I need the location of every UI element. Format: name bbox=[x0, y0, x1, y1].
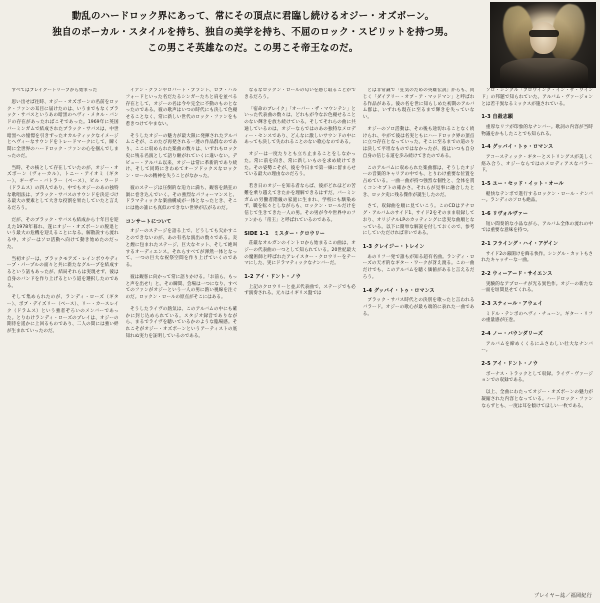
text-column-1 bbox=[7, 88, 119, 588]
body-paragraph: 思い出せば往時、オジー・オズボーンの名前をロック・ファンの耳目に届けたのは、いうまでもなくブラック・サバスというあの暗黒のヘヴィ・メタル・バンドの存在があったればこそであった。1969年に英国バーミンガムで結成されたブラック・サバスは、中世暗黒への憧憬を引きずったオカルティックなイメージとヘヴィーなサウンドをトレードマークにして、瞬く間に全世界のハードロック・ファンの心を掴んでしまったのだ。 bbox=[7, 99, 119, 159]
section-heading: 2-4 ノー・バウンダリーズ bbox=[481, 331, 543, 337]
section-heading: 2-5 アイ・ドント・ノウ bbox=[481, 361, 538, 367]
body-paragraph: 当初オジーは、ブラックモアズ・レインボウやディープ・パープルの面々と共に新たなグループを結成するという話もあったが、結局それらは実現せず、彼は自身のバンドを作り上げるという道を選択したのである。 bbox=[7, 256, 119, 289]
body-paragraph: 上記のクロウリーと並ぶ代表曲で、ステージでも必ず演奏される。元々はイギリス盤では bbox=[244, 284, 356, 297]
section-heading: 1-4 グッバイ・トゥ・ロマンス bbox=[362, 287, 435, 294]
body-paragraph: なるなロックン・ロールの匂いを感じ取ることができるだろう。 bbox=[244, 88, 356, 100]
section-heading: 2-2 ウィーアード・サイエンス bbox=[481, 271, 553, 277]
body-paragraph: 以上、全曲にわたってオジー・オズボーンの魅力が凝縮された内容となっている。ハードロック・ファンならずとも、一度は耳を傾けてほしい一枚である。 bbox=[481, 390, 593, 409]
body-paragraph: アコースティック・ギターとストリングスが美しく絡み合う、オジーならではのメロディアスなバラード。 bbox=[481, 154, 593, 174]
section-heading: 1-4 グッバイ・トゥ・ロマンス bbox=[481, 144, 554, 151]
section-heading: 1-3 クレイジー・トレイン bbox=[362, 244, 425, 250]
section-heading: SIDE 1-1 ミスター・クロウリー bbox=[244, 230, 325, 237]
body-paragraph: アルバムを締めくくるにふさわしい壮大なナンバー。 bbox=[481, 341, 593, 354]
body-paragraph: だが、そのブラック・サバスも結成から十年目を迎えた1978年暮れ、遂にオジー・オズボーンの脱退という最大の危機を迎えることになる。解散説すら流れる中、オジーはソロ活動へ向けて動き始めたのだった。 bbox=[7, 217, 119, 250]
section-heading: 1-2 アイ・ドント・ノウ bbox=[244, 274, 301, 280]
body-paragraph: オジーのステージを語る上で、どうしても欠かすことのできないのが、あの有名な演出の数々である。炎と煙に包まれたステージ、巨大なセット、そして絶叫するオーディエンス。それらすべてが渾然一体となって、一つの巨大な祝祭空間を作り上げていくのである。 bbox=[125, 229, 238, 268]
section-heading: 1-3 自殺志願 bbox=[481, 114, 513, 121]
body-paragraph: ブラック・サバス時代との決別を歌ったと言われるバラード。オジーの歌心が最も端的に表れた一曲である。 bbox=[362, 298, 475, 317]
headline-line-3: この男こそ英雄なのだ。この男こそ帝王なのだ。 bbox=[147, 43, 359, 55]
body-paragraph: 彼は観客に向かって常に語りかける。「お前ら、もっと声を出せ!」と。その瞬間、会場は一つになり、すべてのファンがオジーという一人の男に熱い視線を注ぐのだ。ロックン・ロールの原点がそこにはある。 bbox=[125, 274, 238, 300]
headline-line-1: 動乱のハードロック界にあって、常にその頂点に君臨し続けるオジー・オズボーン。 bbox=[71, 11, 435, 22]
body-paragraph: そうしたライヴの熱気は、このアルバムの中にも確かに封じ込められている。スタジオ録音でありながら、まるでライヴを聴いているかのような臨場感。それこそがオジー・オズボーンというアーティストの底知れぬ実力を証明しているのである。 bbox=[125, 306, 238, 339]
body-paragraph: 実験的なアプローチが光る異色作。オジーの新たな一面を垣間見せてくれる。 bbox=[481, 281, 593, 294]
text-column-3 bbox=[244, 88, 356, 588]
text-column-5 bbox=[481, 88, 593, 588]
body-paragraph: 当時、その核として存在していたのが、オジー・オズボーン（ヴォーカル）、トニー・アイオミ（ギター）、ギーザー・バトラー（ベース）、ビル・ワード（ドラムス）の四人であり、中でもオジーのあの独特な歌唱法は、ブラック・サバスのサウンドを決定づける最大の要素として大きな役割を果たしていたと言えるだろう。 bbox=[7, 165, 119, 211]
body-paragraph: すべてはブレイクートリープから始まった bbox=[11, 88, 98, 93]
body-paragraph: 「宿命のブレイク」「オーバー・ザ・マウンテン」といった代表曲の数々は、どれもが今なお色褪せることのない輝きを放ち続けている。そしてそれらの曲に共通しているのは、オジーならではのあの独特なメロディー・センスであり、どんなに激しいサウンドの中にあっても決して失われることのない歌心なのである。 bbox=[244, 106, 356, 146]
section-heading: 1-5 ユー・セッド・イット・オール bbox=[481, 181, 564, 187]
body-paragraph: オジーのソロ活動は、その後も途切れることなく続けられ、やがて彼は名実ともにハードロック界の頂点に立つ存在となっていった。そこに至るまでの道のりは決して平坦なものではなかったが、彼はいつも自分自身の信じる道を歩み続けてきたのである。 bbox=[362, 126, 475, 159]
headline-text bbox=[24, 9, 482, 58]
section-heading: 2-3 スティール・アウェイ bbox=[481, 301, 543, 307]
body-paragraph: 若き日のオジーを知る者ならば、彼がどれほどの苦難を乗り越えてきたかを理解できるはずだ。バーミンガムの労働者階級の家庭に生まれ、学校にも馴染めず、職を転々としながらも、ロックン・ロールだけを信じて生きてきた一人の男。その男が今や世界中のファンから「帝王」と呼ばれているのである。 bbox=[244, 184, 356, 223]
text-column-2 bbox=[126, 88, 238, 588]
section-heading: コンサートについて bbox=[125, 218, 172, 225]
body-paragraph: 彼のステージは圧倒的な迫力に満ち、観客を熱狂の渦に巻き込んでいく。その強烈なパフォーマンスと、ドラマティックな楽曲構成が一体となったとき、そこには他の誰にも真似のできない世界が広がるのだ。 bbox=[125, 185, 238, 211]
photo-vignette bbox=[490, 2, 596, 88]
text-column-4 bbox=[363, 88, 475, 588]
body-paragraph: イアン・グランやロバート・プラント、ロブ・ハルフォードといった名だたるシンガーたちと肩を並べる存在として、オジーの名は今や完全に不動のものとなったのである。彼の歌声はいつの時代にも決して色褪せることなく、常に新しい世代のロック・ファンをも惹きつけてやまない。 bbox=[125, 88, 238, 127]
credit-line: プレイヤー誌／福岡紀行 bbox=[534, 593, 592, 599]
section-heading: 1-6 リヴォルヴァー bbox=[481, 211, 528, 217]
body-paragraph: そうしたオジーの魅力が最大限に発揮されたアルバムこそが、このたび再発される一連の作品群なのであり、ここに収められた楽曲の数々は、いずれもロック史に残る名演として語り継がれていくに違いない。デビュー・アルバム以来、オジーは常に革新的であり続け、そして同時にきわめてオーソドックスなロックン・ロールの精神を失うことがなかった。 bbox=[125, 133, 238, 179]
section-heading: 2-1 フライング・ハイ・アゲイン bbox=[481, 241, 559, 247]
body-paragraph: さて、収録曲を順に見ていこう。このCDはアナログ・アルバムのサイド1、サイド2をそのまま収録しており、オリジナルLPのカッティングに忠実な曲順となっている。以下に簡単な解説を付しておくので、参考にしていただければ幸いである。 bbox=[362, 204, 475, 237]
body-paragraph: ソロ・シングル「ブロウイング・イン・ザ・ウインド」の邦題で知られていた。アルバム・ヴァージョンとは若干異なるミックスが施されている。 bbox=[481, 88, 593, 107]
body-paragraph: 軽快なテンポで進行するロックン・ロール・ナンバー。ランディのソロも絶品。 bbox=[481, 191, 593, 204]
body-paragraph: ボーナス・トラックとして収録。ライヴ・ヴァージョンでの収録である。 bbox=[481, 371, 593, 384]
body-paragraph: 荘厳なオルガンのイントロから始まるこの曲は、オジーの代表曲の一つとして知られている。20世紀最大の魔術師と呼ばれたアレイスター・クロウリーをテーマにした、実にドラマティックなナンバーだ。 bbox=[244, 241, 356, 267]
body-paragraph: このアルバムに収められた楽曲群は、そうしたオジーの音楽的キャリアの中でも、とりわけ重要な位置を占めている。一曲一曲が持つ強烈な個性と、全体を貫くコンセプトの確かさ。それらが見事に融合したとき、ロック史に残る傑作が誕生したのだ。 bbox=[362, 165, 475, 198]
body-paragraph: 短い間奏的な小品ながら、アルバム全体の流れの中では重要な意味を持つ。 bbox=[481, 221, 593, 234]
body-paragraph: 重厚なリフが印象的なナンバー。歌詞の内容が当時物議をかもしたことでも知られる。 bbox=[481, 124, 593, 137]
portrait-image bbox=[490, 2, 596, 88]
body-paragraph: あのリフ一発で誰もが知る超有名曲。ランディ・ローズの天才的なギター・ワークが冴え渡る。この一曲だけでも、このアルバムを聴く価値があると言えるだろう。 bbox=[362, 254, 475, 280]
artist-photo bbox=[490, 2, 596, 88]
body-paragraph: ミドル・テンポのヘヴィ・チューン。ギター・リフの重量感が圧巻。 bbox=[481, 311, 593, 324]
body-paragraph: オジーは一度たりとも立ち止まることをしなかった。常に前を向き、常に新しいものを求め続けてきた。その姿勢こそが、彼を今日まで第一線に留まらせている最大の理由なのだろう。 bbox=[244, 152, 356, 178]
headline-line-2: 独自のボーカル・スタイルを持ち、独自の美学を持ち、不屈のロック・スピリットを持つ男。 bbox=[52, 27, 454, 39]
body-paragraph: サイド2の幕開けを飾る快作。シングル・カットもされたキャッチーな一曲。 bbox=[481, 251, 593, 264]
body-paragraph: そして集められたのが、ランディ・ローズ（ギター）、ボブ・デイズリー（ベース）、リー・カースレイク（ドラムス）という強者ぞろいのメンバーであった。とりわけランディ・ローズのプレイは、オジーの期待を遥かに上回るものであり、二人の間には強い絆が生まれていったのだ。 bbox=[7, 295, 119, 334]
text-columns bbox=[7, 88, 593, 588]
body-paragraph: とは非常識で「狂気のための英雄伝説」からも、同じく「ダイアリー・オブ・ア・マッドマン」と呼ばれる作品がある。彼の名を世に知らしめた初期のアルバム群は、いずれも現在に至るまで輝きを失っていない。 bbox=[362, 88, 475, 120]
